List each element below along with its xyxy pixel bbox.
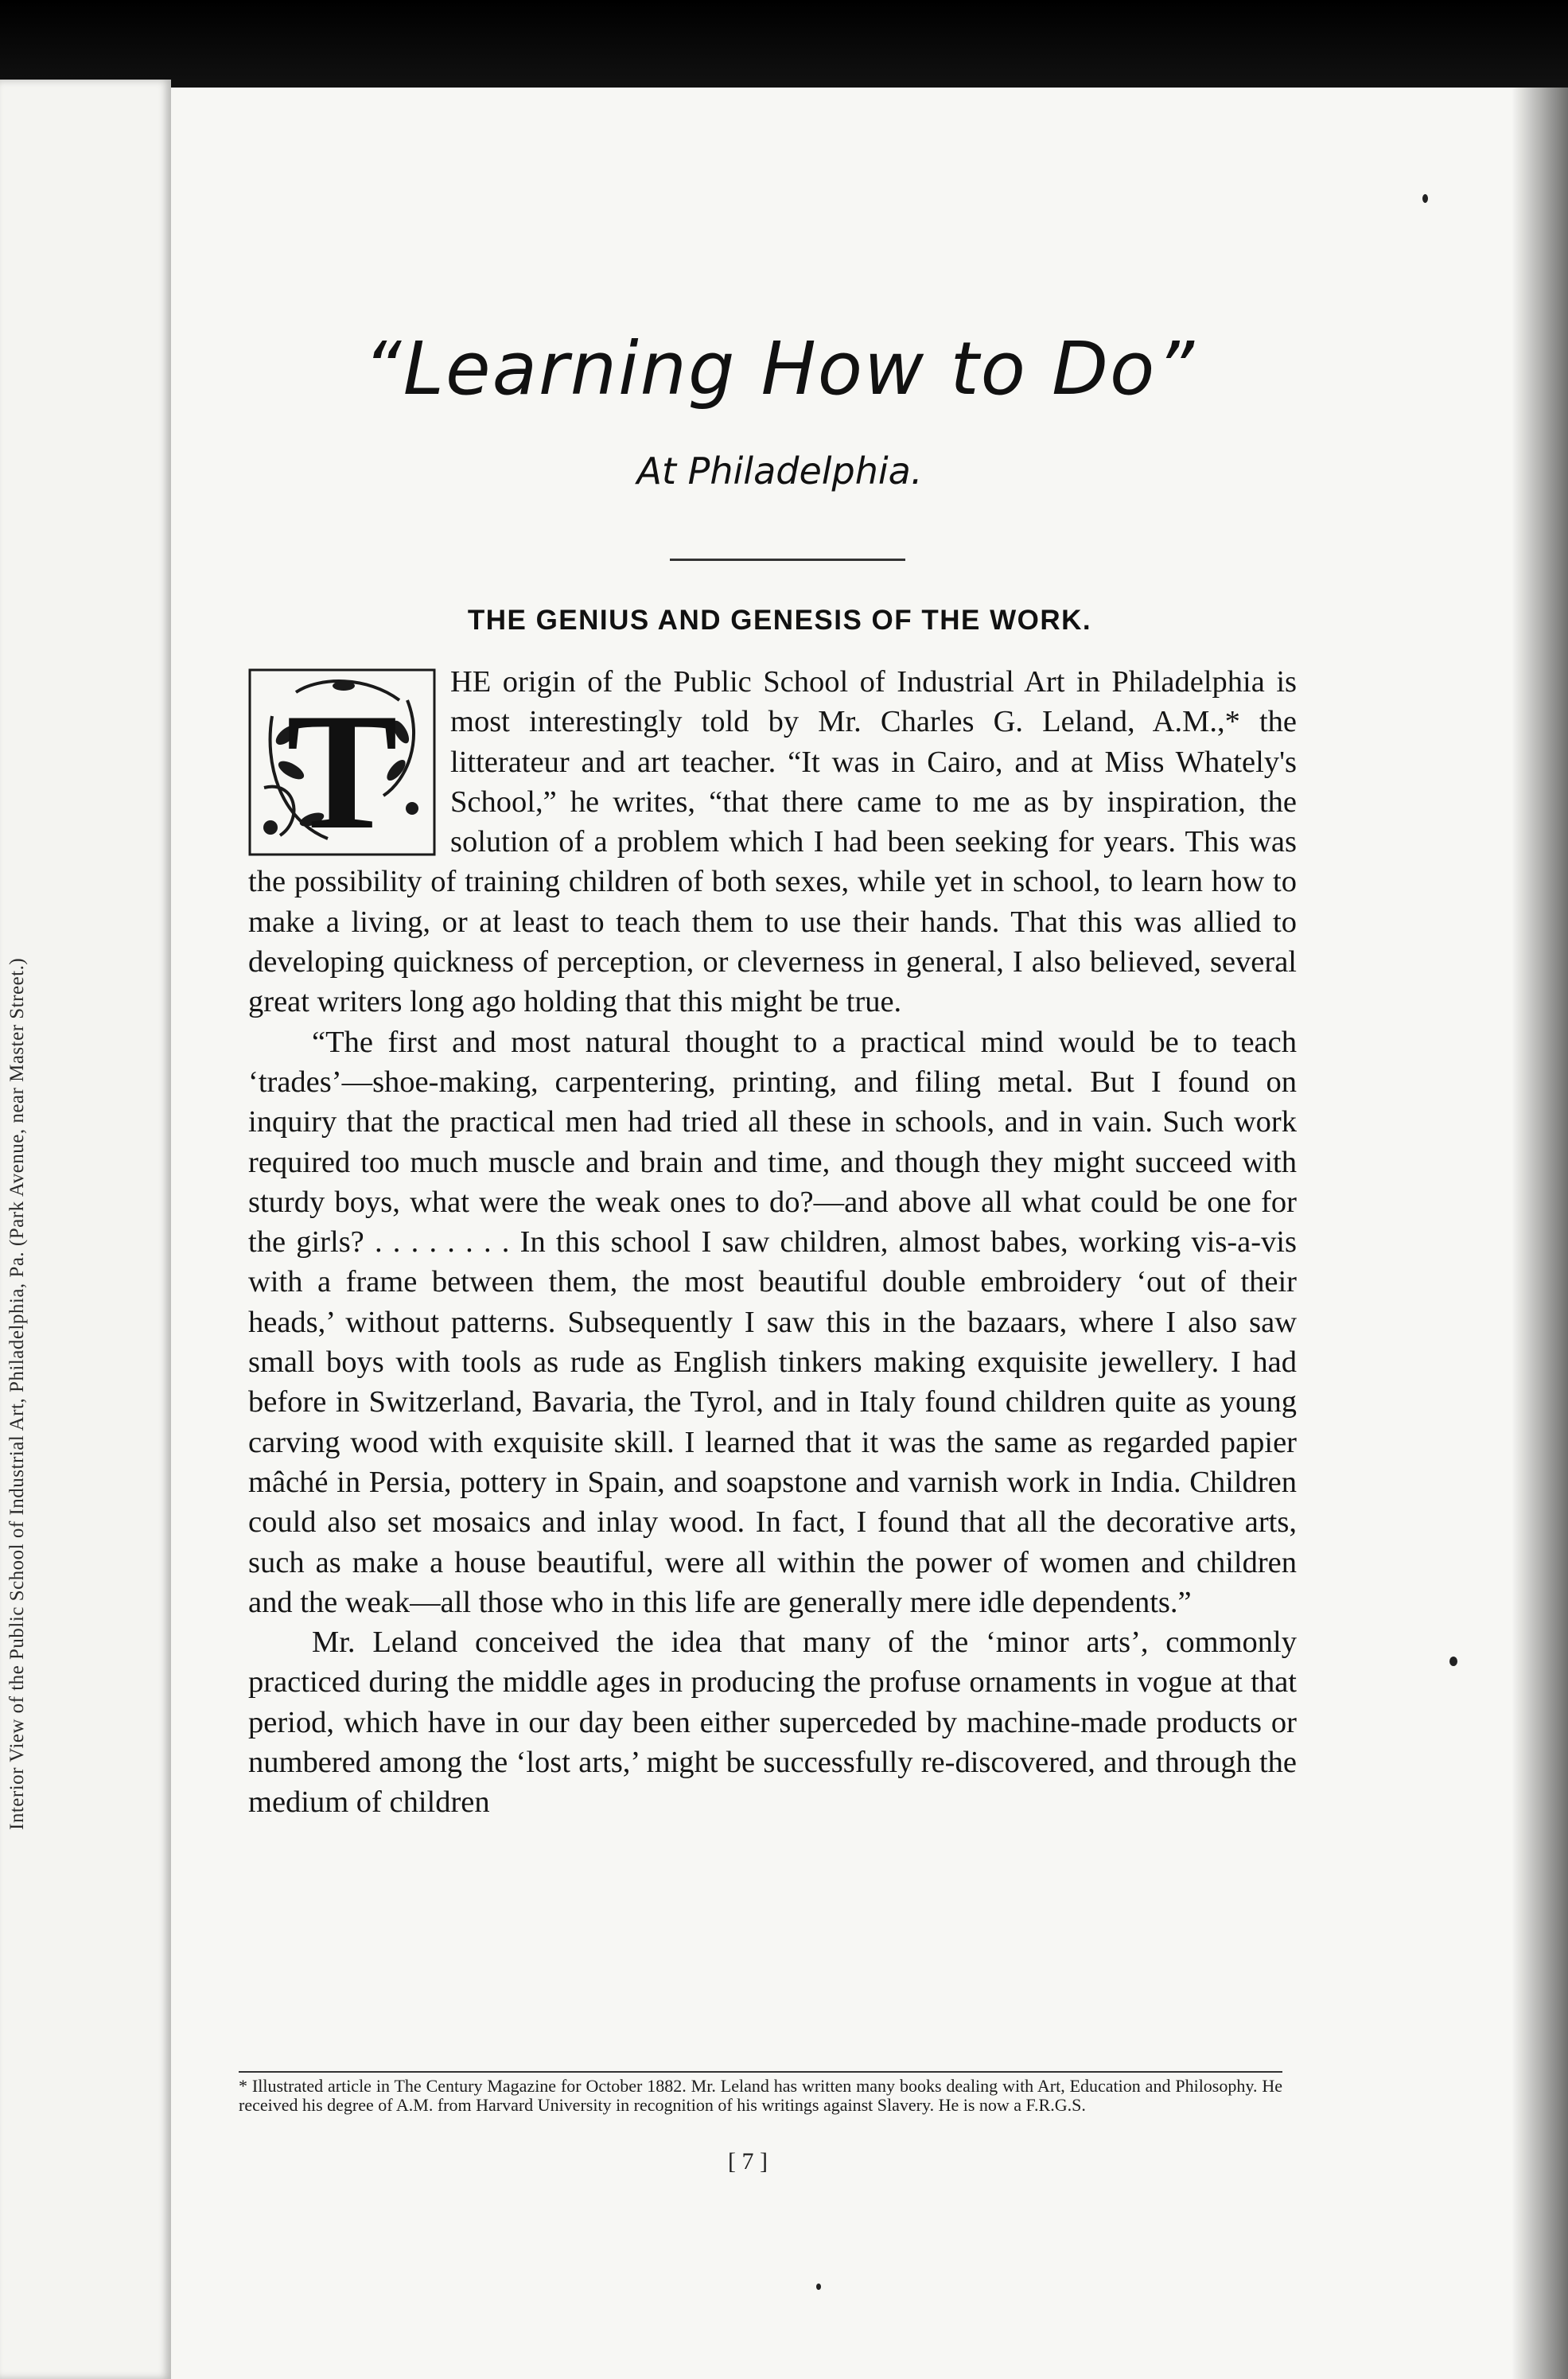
- page-number: [ 7 ]: [728, 2148, 768, 2175]
- page-title: “Learning How to Do”: [364, 326, 1196, 411]
- ink-speck: [1422, 194, 1428, 203]
- ink-speck: [1449, 1657, 1457, 1666]
- paragraph-2: “The first and most natural thought to a practical mind would be to teach ‘trades’—shoe-making, carpentering, printing, and filing metal. But I found on inquiry that the practical men had tried all these in schools, and in vain. Such work required too much muscle and brain and time, and though they might succeed with sturdy boys, what were the weak ones to do?—and above all what could be one for the girls? . . . . . . . . In this school I saw children, almost babes, working vis-a-vis with a frame between them, the most beautiful double embroidery ‘out of their heads,’ without patterns. Subsequently I saw this in the bazaars, where I also saw small boys with tools as rude as English tinkers making exquisite jewellery. I had before in Switzerland, Bavaria, the Tyrol, and in Italy found children quite as young carving wood with exquisite skill. I learned that it was the same as regarded papier mâché in Persia, pottery in Spain, and soapstone and varnish work in India. Children could also set mosaics and inlay wood. In fact, I found that all the decorative arts, such as make a house beautiful, were all within the power of women and children and the weak—all those who in this life are generally mere idle dependents.”: [248, 1025, 1297, 1619]
- scan-top-border: [0, 0, 1568, 88]
- page-subtitle: At Philadelphia.: [636, 450, 923, 493]
- page-edge-shadow: [1512, 88, 1568, 2379]
- paragraph-1: HE origin of the Public School of Industrial Art in Philadelphia is most interestingly told by Mr. Charles G. Leland, A.M.,* the litterateur and art teacher. “It was in Cairo, and at Miss Whately's School,” he writes, “that there came to me as by inspiration, the solution of a problem which I had been seeking for years. This was the possibility of training children of both sexes, while yet in school, to learn how to make a living, or at least to teach them to use their hands. That this was allied to developing quickness of perception, or cleverness in general, I also believed, several great writers long ago holding that this might be true.: [248, 665, 1297, 1019]
- rotated-illustration-caption: Interior View of the Public School of Industrial Art, Philadelphia, Pa. (Park Avenue, near Master Street.): [6, 957, 28, 1830]
- footnote: * Illustrated article in The Century Magazine for October 1882. Mr. Leland has written many books dealing with Art, Education and Philosophy. He received his degree of A.M. from Harvard University in recognition of his writings against Slavery. He is now a F.R.G.S.: [239, 2076, 1282, 2115]
- paragraph-3: Mr. Leland conceived the idea that many of the ‘minor arts’, commonly practiced during the middle ages in producing the profuse ornaments in vogue at that period, which have in our day been either superceded by machine-made products or numbered among the ‘lost arts,’ might be successfully re-discovered, and through the medium of children: [248, 1626, 1297, 1820]
- facing-page-edge: [0, 80, 171, 2379]
- ornamental-dropcap-icon: [248, 668, 436, 856]
- article-body: [248, 662, 1297, 1823]
- title-divider: [670, 559, 905, 561]
- ink-speck: [816, 2284, 821, 2290]
- footnote-divider: [239, 2071, 1282, 2073]
- section-heading: THE GENIUS AND GENESIS OF THE WORK.: [467, 605, 1092, 636]
- dropcap-letter: T: [286, 679, 399, 856]
